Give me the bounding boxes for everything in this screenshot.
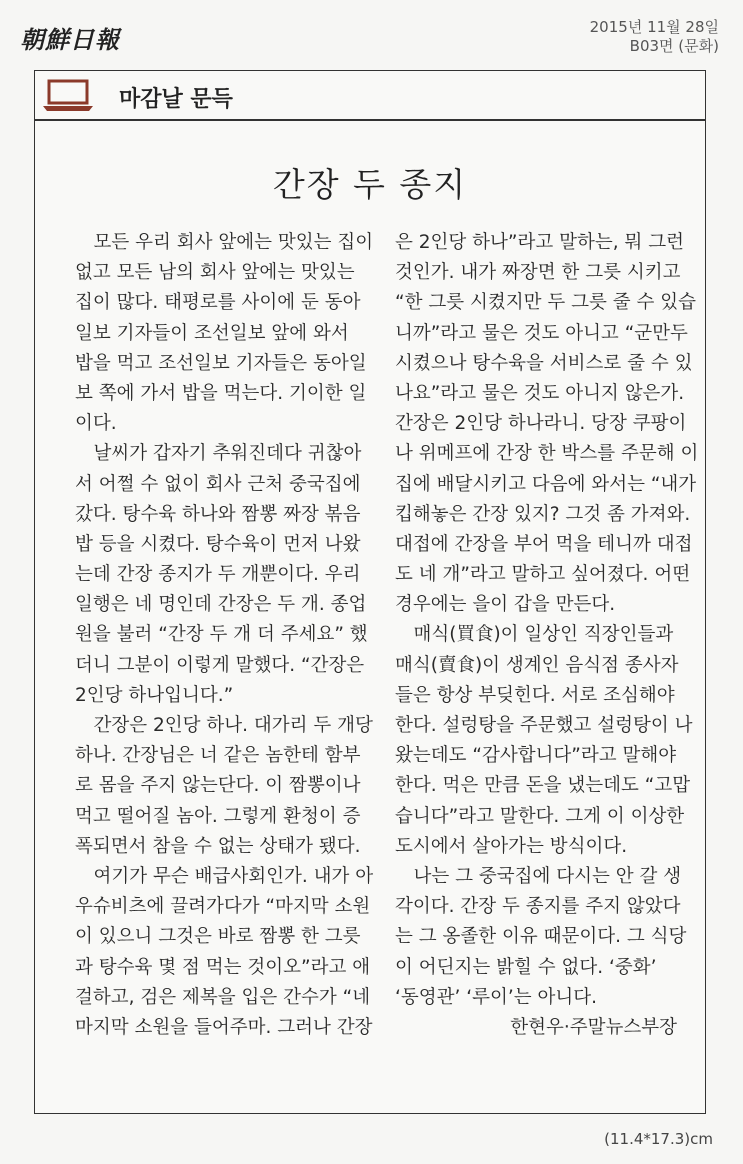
article-text-line: 여기가 무슨 배급사회인가. 내가 아 [75, 865, 374, 887]
article-text-line: 2인당 하나입니다.” [75, 684, 234, 706]
article-text-line: 걸하고, 검은 제복을 입은 간수가 “네 [75, 986, 371, 1008]
size-note: (11.4*17.3)cm [604, 1130, 713, 1148]
article-text-line: 날씨가 갑자기 추워진데다 귀찮아 [75, 443, 362, 465]
article-text-line: 이 있으니 그것은 바로 짬뽕 한 그릇 [75, 926, 361, 948]
article-text-line: 간장은 2인당 하나라니. 당장 쿠팡이 [395, 413, 687, 435]
article-text-line: 이 어딘지는 밝힐 수 없다. ‘중화’ [395, 956, 657, 978]
article-text-line: 매식(賣食)이 생계인 음식점 종사자 [395, 654, 679, 676]
article-text-line: 경우에는 을이 갑을 만든다. [395, 594, 616, 616]
article-text-line: 시켰으나 탕수육을 서비스로 줄 수 있 [395, 352, 693, 374]
article-text-line: 집이 많다. 태평로를 사이에 둔 동아 [75, 292, 361, 314]
article-text-line: 왔는데도 “감사합니다”라고 말해야 [395, 745, 677, 767]
article-text-line: 이다. [75, 413, 117, 435]
article-text-line: 폭되면서 참을 수 없는 상태가 됐다. [75, 835, 361, 857]
newspaper-masthead: 朝鮮日報 [20, 25, 120, 54]
article-text-line: 한다. 먹은 만큼 돈을 냈는데도 “고맙 [395, 775, 691, 797]
article-headline: 간장 두 종지 [272, 165, 468, 204]
article-text-line: 더니 그분이 이렇게 말했다. “간장은 [75, 654, 365, 676]
article-text-line: 도 네 개”라고 말하고 싶어졌다. 어떤 [395, 564, 691, 586]
article-text-line: 집에 배달시키고 다음에 와서는 “내가 [395, 473, 697, 495]
article-frame [34, 70, 706, 1114]
article-text-line: 간장은 2인당 하나. 대가리 두 개당 [75, 715, 373, 736]
article-text-line: 킵해놓은 간장 있지? 그것 좀 가져와. [395, 503, 691, 525]
article-text-line: 먹고 떨어질 놈아. 그렇게 환청이 증 [75, 805, 361, 827]
article-text-line: 모든 우리 회사 앞에는 맛있는 집이 [75, 232, 374, 253]
article-text-line: 는데 간장 종지가 두 개뿐이다. 우리 [75, 564, 361, 586]
article-text-line: 없고 모든 남의 회사 앞에는 맛있는 [75, 262, 355, 284]
page-section: B03면 (문화) [629, 37, 719, 55]
article-text-line: 도시에서 살아가는 방식이다. [395, 835, 628, 857]
article-text-line: 은 2인당 하나”라고 말하는, 뭐 그런 [395, 232, 684, 253]
article-text-line: 한다. 설렁탕을 주문했고 설렁탕이 나 [395, 715, 693, 736]
article-text-line: 밥을 먹고 조선일보 기자들은 동아일 [75, 352, 367, 374]
article-text-line: ‘동영관’ ‘루이’는 아니다. [395, 986, 598, 1008]
article-text-line: 각이다. 간장 두 종지를 주지 않았다 [395, 896, 681, 918]
section-title: 마감날 문득 [119, 87, 233, 112]
article-text-line: 우슈비츠에 끌려가다가 “마지막 소원 [75, 896, 371, 918]
laptop-icon [41, 79, 95, 113]
section-header [35, 71, 705, 121]
article-column-left [75, 228, 374, 1043]
article-column-right [395, 228, 699, 1043]
article-text-line: 것인가. 내가 짜장면 한 그릇 시키고 [395, 262, 681, 284]
publication-meta [590, 18, 719, 56]
article-text-line: 과 탕수육 몇 점 먹는 것이오”라고 애 [75, 956, 371, 978]
article-text-line: 니까”라고 물은 것도 아니고 “군만두 [395, 322, 688, 344]
article-text-line: 나 위메프에 간장 한 박스를 주문해 이 [395, 443, 699, 465]
article-text-line: 나요”라고 물은 것도 아니지 않은가. [395, 382, 685, 404]
article-text-line: 대접에 간장을 부어 먹을 테니까 대접 [395, 533, 693, 555]
publication-date: 2015년 11월 28일 [589, 18, 719, 36]
article-text-line: 하나. 간장님은 너 같은 놈한테 함부 [75, 745, 361, 767]
article-text-line: 들은 항상 부딪힌다. 서로 조심해야 [395, 684, 675, 706]
article-text-line: 일행은 네 명인데 간장은 두 개. 종업 [75, 594, 367, 616]
article-text-line: 원을 불러 “간장 두 개 더 주세요” 했 [75, 624, 368, 646]
article-text-line: 로 몸을 주지 않는단다. 이 짬뽕이나 [75, 775, 361, 797]
article-text-line: 보 쪽에 가서 밥을 먹는다. 기이한 일 [75, 382, 367, 404]
article-text-line: 갔다. 탕수육 하나와 짬뽕 짜장 볶음 [75, 503, 361, 525]
article-text-line: 밥 등을 시켰다. 탕수육이 먼저 나왔 [75, 533, 361, 555]
article-text-line: 나는 그 중국집에 다시는 안 갈 생 [395, 865, 682, 887]
article-text-line: 습니다”라고 말한다. 그게 이 이상한 [395, 805, 685, 827]
article-byline: 한현우·주말뉴스부장 [510, 1016, 677, 1038]
article-text-line: 마지막 소원을 들어주마. 그러나 간장 [75, 1016, 373, 1038]
article-text-line: 는 그 옹졸한 이유 때문이다. 그 식당 [395, 926, 687, 948]
article-text-line: “한 그릇 시켰지만 두 그릇 줄 수 있습 [395, 292, 696, 314]
article-text-line: 매식(買食)이 일상인 직장인들과 [395, 624, 674, 646]
article-text-line: 일보 기자들이 조선일보 앞에 와서 [75, 322, 349, 344]
article-text-line: 서 어쩔 수 없이 회사 근처 중국집에 [75, 473, 361, 495]
